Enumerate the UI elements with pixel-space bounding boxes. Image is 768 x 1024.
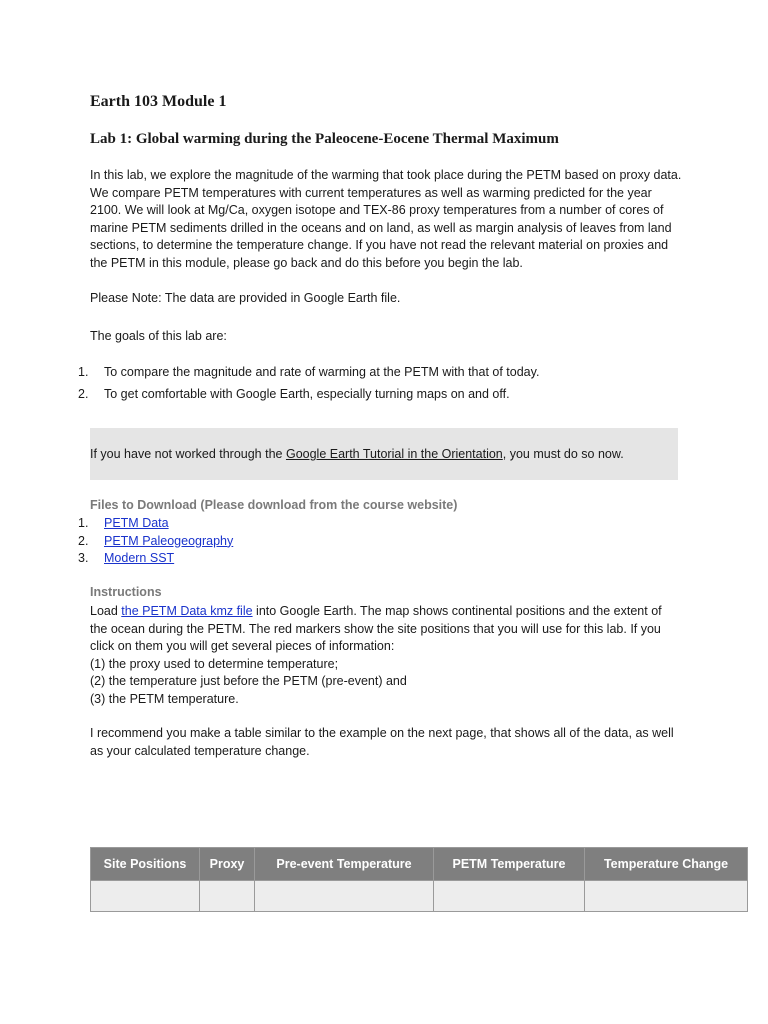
instructions-text: into Google Earth. The map shows continental positions and the extent of the ocean during the PETM. The red markers show the site positions that you will use for this lab. If you click on them you will get several pieces of information: [90, 604, 662, 654]
file-item [78, 533, 233, 551]
header-proxy: Proxy [200, 848, 255, 881]
table-cell [585, 881, 748, 912]
table-cell [91, 881, 200, 912]
callout-text-after: , you must do so now. [502, 447, 624, 461]
header-temperature-change: Temperature Change [585, 848, 748, 881]
goal-text: To compare the magnitude and rate of warming at the PETM with that of today. [104, 365, 540, 379]
table-cell [200, 881, 255, 912]
goal-number: 2. [78, 387, 89, 401]
instructions-load: Load [90, 604, 122, 618]
instruction-item: (2) the temperature just before the PETM (pre-event) and [90, 674, 407, 689]
goal-item [78, 364, 539, 386]
tutorial-link[interactable]: Google Earth Tutorial in the Orientation [285, 447, 503, 461]
file-item [78, 515, 233, 533]
files-heading: Files to Download (Please download from the course website) [90, 498, 458, 512]
goals-intro: The goals of this lab are: [90, 329, 227, 343]
intro-paragraph: In this lab, we explore the magnitude of the warming that took place during the PETM based on proxy data. We compare PETM temperatures with current temperatures as well as warming predicted for the year 2100. We will look at Mg/Ca, oxygen isotope and TEX-86 proxy temperatures from a number of cores of marine PETM sediments drilled in the oceans and on land, as well as margin analysis of leaves from land sections, to determine the temperature change. If you have not read the relevant material on proxies and the PETM in this module, please go back and do this before you begin the lab. [90, 168, 682, 270]
callout-text-before: If you have not worked through the [90, 447, 286, 461]
example-table [90, 847, 748, 912]
header-petm-temperature: PETM Temperature [434, 848, 585, 881]
page-title: Earth 103 Module 1 [90, 93, 227, 110]
table-cell [434, 881, 585, 912]
instructions-heading: Instructions [90, 585, 162, 599]
lab-title: Lab 1: Global warming during the Paleocene-Eocene Thermal Maximum [90, 131, 559, 147]
tutorial-callout [90, 428, 678, 480]
petm-kmz-link[interactable]: the PETM Data kmz file [121, 604, 253, 618]
file-number: 2. [78, 533, 89, 548]
instruction-item: (3) the PETM temperature. [90, 691, 239, 706]
files-list [78, 515, 233, 568]
goal-item [78, 386, 539, 408]
instructions-body [90, 603, 680, 709]
goal-number: 1. [78, 365, 89, 379]
file-item [78, 550, 233, 568]
table-cell [255, 881, 434, 912]
file-link-modern-sst[interactable]: Modern SST [104, 551, 175, 565]
file-link-petm-data[interactable]: PETM Data [104, 516, 169, 530]
file-number: 1. [78, 516, 89, 530]
instruction-item: (1) the proxy used to determine temperature; [90, 656, 339, 671]
file-link-petm-paleogeography[interactable]: PETM Paleogeography [104, 533, 234, 548]
table-row [91, 881, 748, 912]
data-note: Please Note: The data are provided in Google Earth file. [90, 291, 401, 305]
header-site-positions: Site Positions [91, 848, 200, 881]
table-header-row [91, 848, 748, 881]
goals-list [78, 364, 539, 408]
goal-text: To get comfortable with Google Earth, especially turning maps on and off. [104, 387, 510, 401]
file-number: 3. [78, 551, 89, 565]
recommend-paragraph: I recommend you make a table similar to the example on the next page, that shows all of the data, as well as your calculated temperature change. [90, 726, 674, 758]
header-pre-event-temperature: Pre-event Temperature [255, 848, 434, 881]
